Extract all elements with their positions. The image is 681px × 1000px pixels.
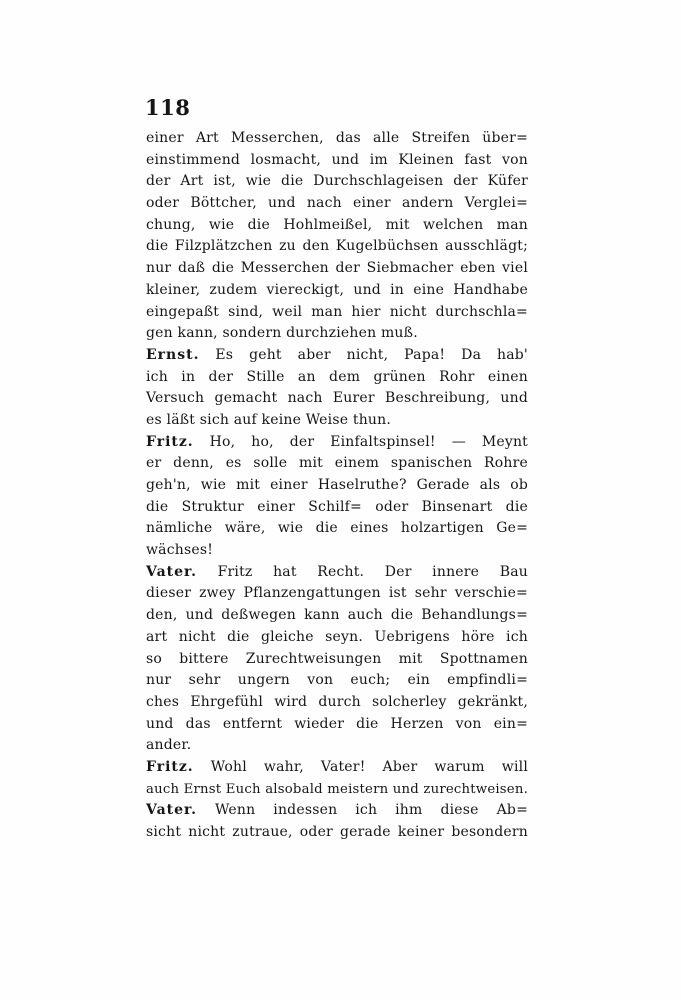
text-line: [146, 627, 528, 649]
text-line: [146, 128, 528, 150]
text-line: [146, 236, 528, 258]
speaker-name: Vater.: [146, 563, 197, 580]
text-line: [146, 475, 528, 497]
text-line: [146, 215, 528, 237]
line-text: die Struktur einer Schilf= oder Binsenart die: [146, 498, 528, 515]
line-text: Wohl wahr, Vater! Aber warum will: [210, 758, 528, 775]
text-line: [146, 757, 528, 779]
text-line: [146, 583, 528, 605]
line-text: Es geht aber nicht, Papa! Da hab': [215, 346, 528, 363]
line-text: und das entfernt wieder die Herzen von ein=: [146, 715, 528, 732]
line-text: einstimmend losmacht, und im Kleinen fast von: [146, 151, 528, 168]
page-body-text: [146, 128, 528, 844]
line-text: nur sehr ungern von euch; ein empfindli=: [146, 672, 528, 689]
line-text: Ho, ho, der Einfaltspinsel! — Meynt: [209, 433, 529, 450]
line-text: auch Ernst Euch alsobald meistern und zurechtweisen.: [146, 781, 528, 797]
line-text: nämliche wäre, wie die eines holzartigen Ge=: [146, 520, 528, 537]
text-line: [146, 410, 528, 432]
text-line: [146, 280, 528, 302]
line-text: eingepaßt sind, weil man hier nicht durchschla=: [146, 303, 528, 320]
line-text: er denn, es solle mit einem spanischen Rohre: [146, 455, 528, 472]
text-line: [146, 735, 528, 757]
page-number: 118: [145, 95, 191, 120]
text-line: [146, 258, 528, 280]
speaker-name: Fritz.: [146, 758, 194, 775]
text-line: [146, 822, 528, 844]
text-line: [146, 692, 528, 714]
line-text: Versuch gemacht nach Eurer Beschreibung, und: [146, 390, 528, 407]
line-text: ander.: [146, 737, 192, 754]
text-line: [146, 800, 528, 822]
text-line: [146, 714, 528, 736]
line-text: gen kann, sondern durchziehen muß.: [146, 325, 418, 342]
line-text: den, und deßwegen kann auch die Behandlungs=: [146, 607, 528, 624]
line-text: der Art ist, wie die Durchschlageisen der Küfer: [146, 173, 528, 190]
line-text: oder Böttcher, und nach einer andern Verglei=: [146, 195, 528, 212]
text-line: [146, 193, 528, 215]
text-line: [146, 345, 528, 367]
text-line: [146, 497, 528, 519]
text-line: [146, 432, 528, 454]
text-line: [146, 367, 528, 389]
line-text: chung, wie die Hohlmeißel, mit welchen man: [146, 216, 528, 233]
text-line: [146, 171, 528, 193]
text-line: [146, 323, 528, 345]
text-line: [146, 605, 528, 627]
line-text: einer Art Messerchen, das alle Streifen über=: [146, 130, 528, 146]
line-text: wächses!: [146, 542, 214, 559]
text-line: [146, 649, 528, 671]
text-line: [146, 150, 528, 172]
speaker-name: Fritz.: [146, 433, 194, 450]
line-text: dieser zwey Pflanzengattungen ist sehr verschie=: [146, 585, 528, 602]
line-text: ich in der Stille an dem grünen Rohr einen: [146, 368, 528, 385]
line-text: sicht nicht zutraue, oder gerade keiner besondern: [146, 824, 528, 840]
text-line: [146, 540, 528, 562]
text-line: [146, 388, 528, 410]
line-text: so bittere Zurechtweisungen mit Spottnamen: [146, 650, 528, 667]
speaker-name: Vater.: [146, 802, 197, 819]
line-text: geh'n, wie mit einer Haselruthe? Gerade als ob: [146, 477, 528, 493]
text-line: [146, 779, 528, 801]
line-text: die Filzplätzchen zu den Kugelbüchsen ausschlägt;: [146, 238, 528, 255]
text-line: [146, 518, 528, 540]
line-text: es läßt sich auf keine Weise thun.: [146, 411, 391, 428]
speaker-name: Ernst.: [146, 346, 200, 363]
line-text: nur daß die Messerchen der Siebmacher eben viel: [146, 260, 528, 277]
text-line: [146, 453, 528, 475]
text-line: [146, 562, 528, 584]
line-text: ches Ehrgefühl wird durch solcherley gekränkt,: [146, 693, 528, 710]
line-text: kleiner, zudem viereckigt, und in eine Handhabe: [146, 281, 528, 298]
line-text: art nicht die gleiche seyn. Uebrigens höre ich: [146, 628, 528, 645]
line-text: Fritz hat Recht. Der innere Bau: [217, 563, 528, 580]
line-text: Wenn indessen ich ihm diese Ab=: [214, 802, 528, 819]
text-line: [146, 302, 528, 324]
text-line: [146, 670, 528, 692]
